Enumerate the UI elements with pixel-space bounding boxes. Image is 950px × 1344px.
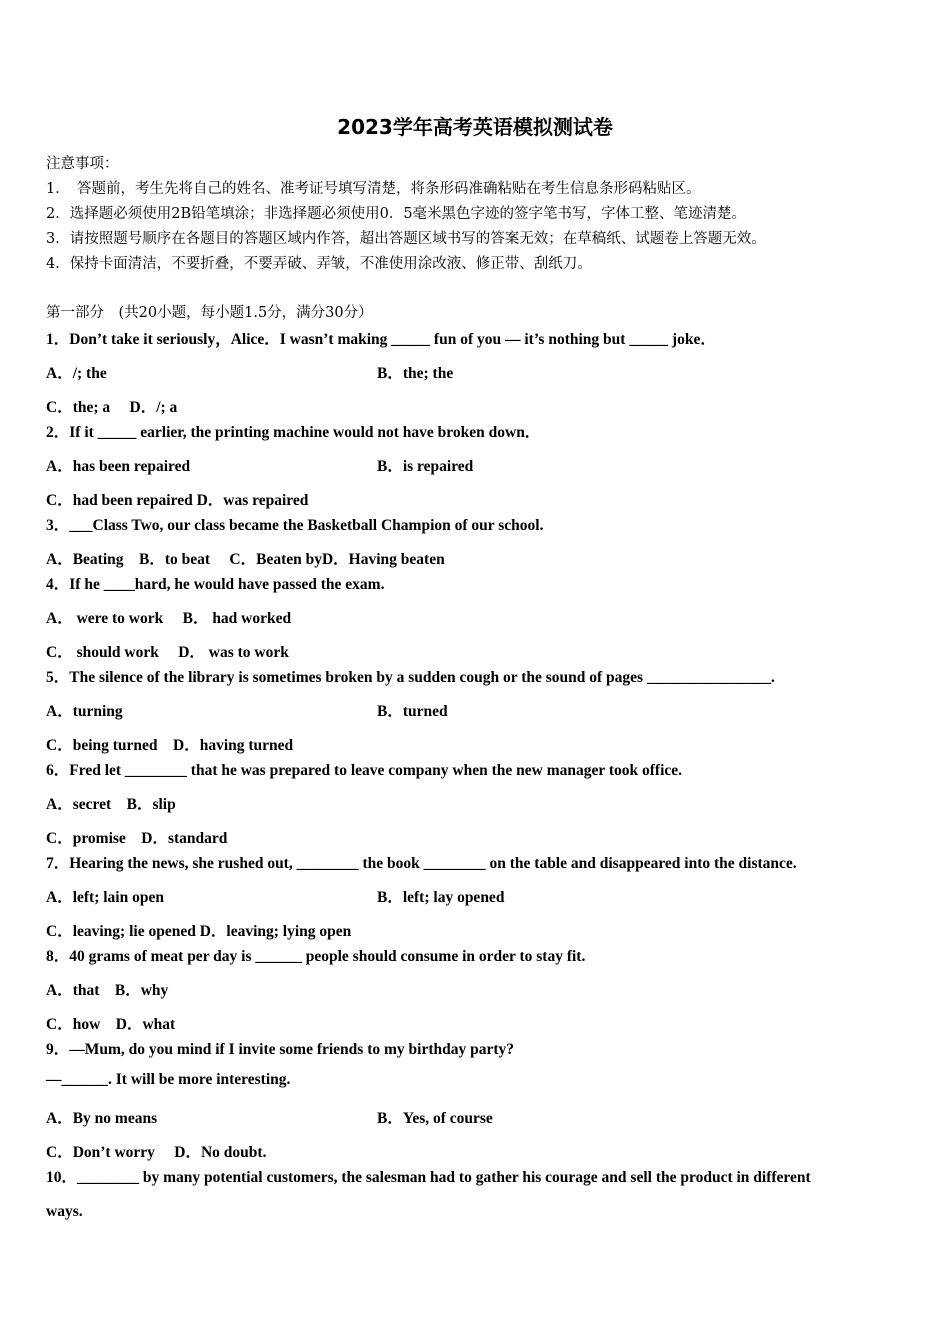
option-cd: C． should work D． was to work (46, 644, 289, 661)
notice-item: 1． 答题前，考生先将自己的姓名、准考证号填写清楚，将条形码准确粘贴在考生信息条形码粘贴区。 (46, 181, 701, 197)
option-abcd: A．Beating B．to beat C．Beaten byD．Having beaten (46, 551, 445, 568)
option-cd: C．had been repaired D．was repaired (46, 492, 309, 509)
option-cd: C．how D．what (46, 1016, 176, 1033)
question-stem: 7．Hearing the news, she rushed out, ________ the book ________ on the table and disappeared into the distance. (46, 855, 797, 872)
option-a: A．/; the (46, 365, 107, 382)
question-stem: 2．If it _____ earlier, the printing machine would not have broken down． (46, 424, 541, 441)
option-a: A．has been repaired (46, 458, 191, 475)
question-stem: 4．If he ____hard, he would have passed the exam. (46, 576, 385, 593)
question-stem: 9．—Mum, do you mind if I invite some friends to my birthday party? (46, 1041, 515, 1058)
question-stem-continued: ways. (46, 1203, 83, 1220)
dialogue-reply: —______. It will be more interesting. (46, 1071, 291, 1088)
question-stem: 8．40 grams of meat per day is ______ people should consume in order to stay fit. (46, 948, 586, 965)
option-ab: A． were to work B． had worked (46, 610, 292, 627)
option-a: A．left; lain open (46, 889, 164, 906)
notice-heading: 注意事项： (46, 156, 119, 172)
option-cd: C．the; a D．/; a (46, 399, 178, 416)
option-cd: C．promise D．standard (46, 830, 228, 847)
option-b: B．Yes, of course (377, 1110, 493, 1127)
option-cd: C．being turned D．having turned (46, 737, 294, 754)
option-cd: C．Don’t worry D．No doubt. (46, 1144, 267, 1161)
question-stem: 5．The silence of the library is sometimes broken by a sudden cough or the sound of pages ________________. (46, 669, 775, 686)
page-title: 2023学年高考英语模拟测试卷 (337, 115, 613, 139)
option-b: B．the; the (377, 365, 454, 382)
question-stem: 6．Fred let ________ that he was prepared to leave company when the new manager took office. (46, 762, 683, 779)
section-heading: 第一部分 (共20小题，每小题1.5分，满分30分） (46, 305, 373, 321)
option-cd: C．leaving; lie opened D．leaving; lying open (46, 923, 352, 940)
option-a: A．turning (46, 703, 123, 720)
notice-item: 3．请按照题号顺序在各题目的答题区域内作答，超出答题区域书写的答案无效；在草稿纸、试题卷上答题无效。 (46, 231, 766, 247)
question-stem: 10．________ by many potential customers, the salesman had to gather his courage and sell the product in different (46, 1169, 811, 1186)
option-ab: A．secret B．slip (46, 796, 176, 813)
notice-item: 2．选择题必须使用2B铅笔填涂；非选择题必须使用0．5毫米黑色字迹的签字笔书写，字体工整、笔迹清楚。 (46, 206, 747, 222)
option-b: B．is repaired (377, 458, 474, 475)
question-stem: 3．___Class Two, our class became the Basketball Champion of our school. (46, 517, 544, 534)
question-stem: 1．Don’t take it seriously，Alice．I wasn’t making _____ fun of you — it’s nothing but _____ joke． (46, 331, 716, 348)
option-b: B．left; lay opened (377, 889, 505, 906)
option-b: B．turned (377, 703, 448, 720)
notice-item: 4．保持卡面清洁，不要折叠，不要弄破、弄皱，不准使用涂改液、修正带、刮纸刀。 (46, 256, 592, 272)
option-ab: A．that B．why (46, 982, 169, 999)
option-a: A．By no means (46, 1110, 158, 1127)
